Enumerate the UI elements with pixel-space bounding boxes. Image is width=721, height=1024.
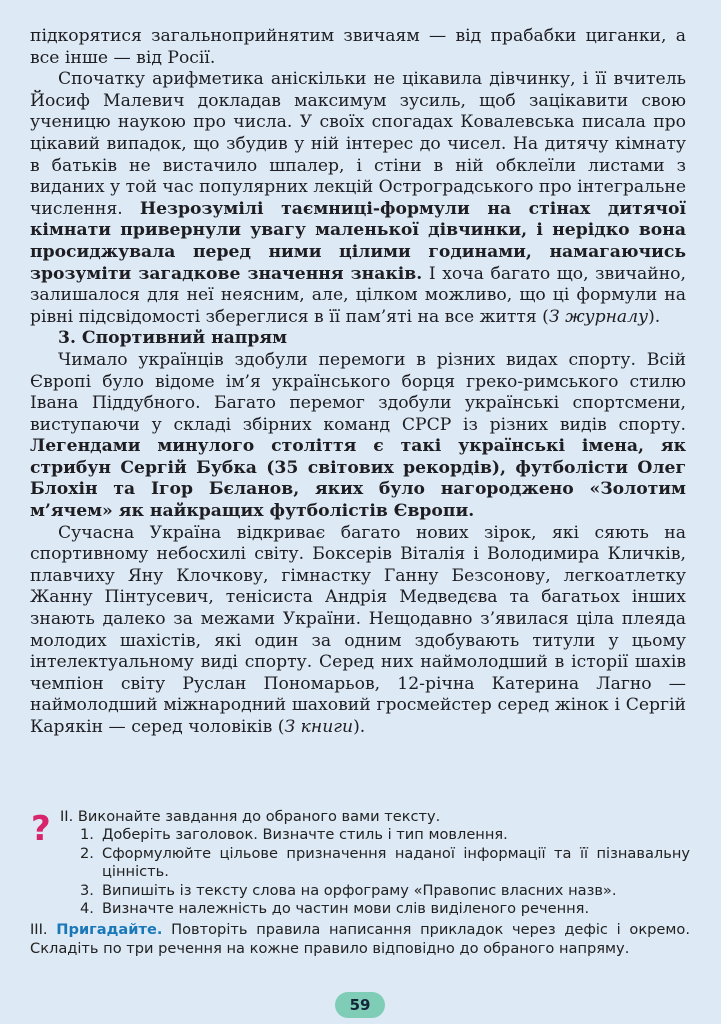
paragraph <box>30 26 686 69</box>
remember-prefix: III. <box>30 921 57 939</box>
text-run: Чимало українців здобули перемоги в різних видах спорту. Всій Європі було відоме ім’я українського борця греко-римського стилю Івана Піддубного. Багато перемог здобули українські спортсмени, виступаючи у складі збірних команд СРСР із різних видів спорту. <box>30 349 686 435</box>
task-item <box>80 882 690 900</box>
task-text: Визначте належність до частин мови слів виділеного речення. <box>102 900 590 918</box>
task-number: 4. <box>80 900 94 918</box>
text-run: Сучасна Україна відкриває багато нових зірок, які сяють на спортивному небосхилі світу. Боксерів Віталія і Володимира Кличків, плавчиху Яну Клочкову, гімнастку Ганну Безсонову, легкоатлетку Жанну Пінтусевич, тенісиста Андрія Медведєва та багатьох інших знають далеко за межами України. Нещодавно з’явилася ціла плеяда молодих шахістів, які один за одним здобувають титули у цьому інтелектуальному виді спорту. Серед них наймолодший в історії шахів чемпіон світу Руслан Пономарьов, 12-річна Катерина Лагно — наймолодший міжнародний шаховий гросмейстер серед жінок і Сергій Карякін — серед чоловіків ( <box>30 522 686 737</box>
main-text <box>30 26 686 739</box>
remember-label: Пригадайте. <box>56 921 163 939</box>
bold-text: Легендами минулого століття є такі українські імена, як стрибун Сергій Бубка (35 світових рекордів), футболісти Олег Блохін та Ігор Бєланов, яких було нагороджено «Золотим м’ячем» як найкращих футболістів Європи. <box>30 436 686 522</box>
text-run: ). <box>353 717 366 737</box>
text-run: ). <box>648 306 661 327</box>
task-item <box>80 845 690 882</box>
remember-text: Повторіть правила написання прикладок через дефіс і окремо. Складіть по три речення на кожне правило відповідно до обраного напряму. <box>30 921 690 957</box>
task-item <box>80 826 690 844</box>
italic-source: З журналу <box>548 306 649 327</box>
text-run: Спочатку арифметика аніскільки не цікавила дівчинку, і її вчитель Йосиф Малевич докладав максимум зусиль, щоб зацікавити свою ученицю наукою про числа. У своїх спогадах Ковалевська писала про цікавий випадок, що збудив у ній інтерес до чисел. На дитячу кімнату в батьків не вистачило шпалер, і стіни в ній обклеїли листами з виданих у той час популярних лекцій Остроградського про інтегральне числення. <box>30 69 686 219</box>
task-number: 3. <box>80 881 94 899</box>
task-number: 2. <box>80 844 94 862</box>
paragraph <box>30 350 686 523</box>
bold-text: 3. Спортивний напрям <box>58 328 288 349</box>
text-run: підкорятися загальноприйнятим звичаям — від прабабки циганки, а все інше — від Росії. <box>30 26 686 68</box>
section-heading <box>30 328 686 350</box>
page-number: 59 <box>335 992 385 1018</box>
tasks-heading: II. Виконайте завдання до обраного вами тексту. <box>60 808 441 825</box>
bold-text: Незрозумілі таємниці-формули на стінах дитячої кімнати привернули увагу маленької дівчинки, і нерідко вона просиджувала перед ними цілими годинами, намагаючись зрозуміти загадкове значення знаків. <box>30 198 686 284</box>
paragraph <box>30 69 686 328</box>
tasks-section <box>30 808 690 958</box>
text-run: І хоча багато що, звичайно, залишалося для неї неясним, але, цілком можливо, що ці формули на рівні підсвідомості збереглися в її пам’яті на все життя ( <box>30 263 686 327</box>
paragraph <box>30 523 686 739</box>
question-icon: ? <box>31 809 51 849</box>
task-text: Доберіть заголовок. Визначте стиль і тип мовлення. <box>102 826 508 844</box>
task-item <box>80 900 690 918</box>
task-text: Випишіть із тексту слова на орфограму «Правопис власних назв». <box>102 881 617 899</box>
italic-source: З книги <box>284 717 354 737</box>
remember-task <box>30 921 690 958</box>
task-number: 1. <box>80 826 94 844</box>
task-text: Сформулюйте цільове призначення наданої інформації та її пізнавальну цінність. <box>102 844 690 881</box>
